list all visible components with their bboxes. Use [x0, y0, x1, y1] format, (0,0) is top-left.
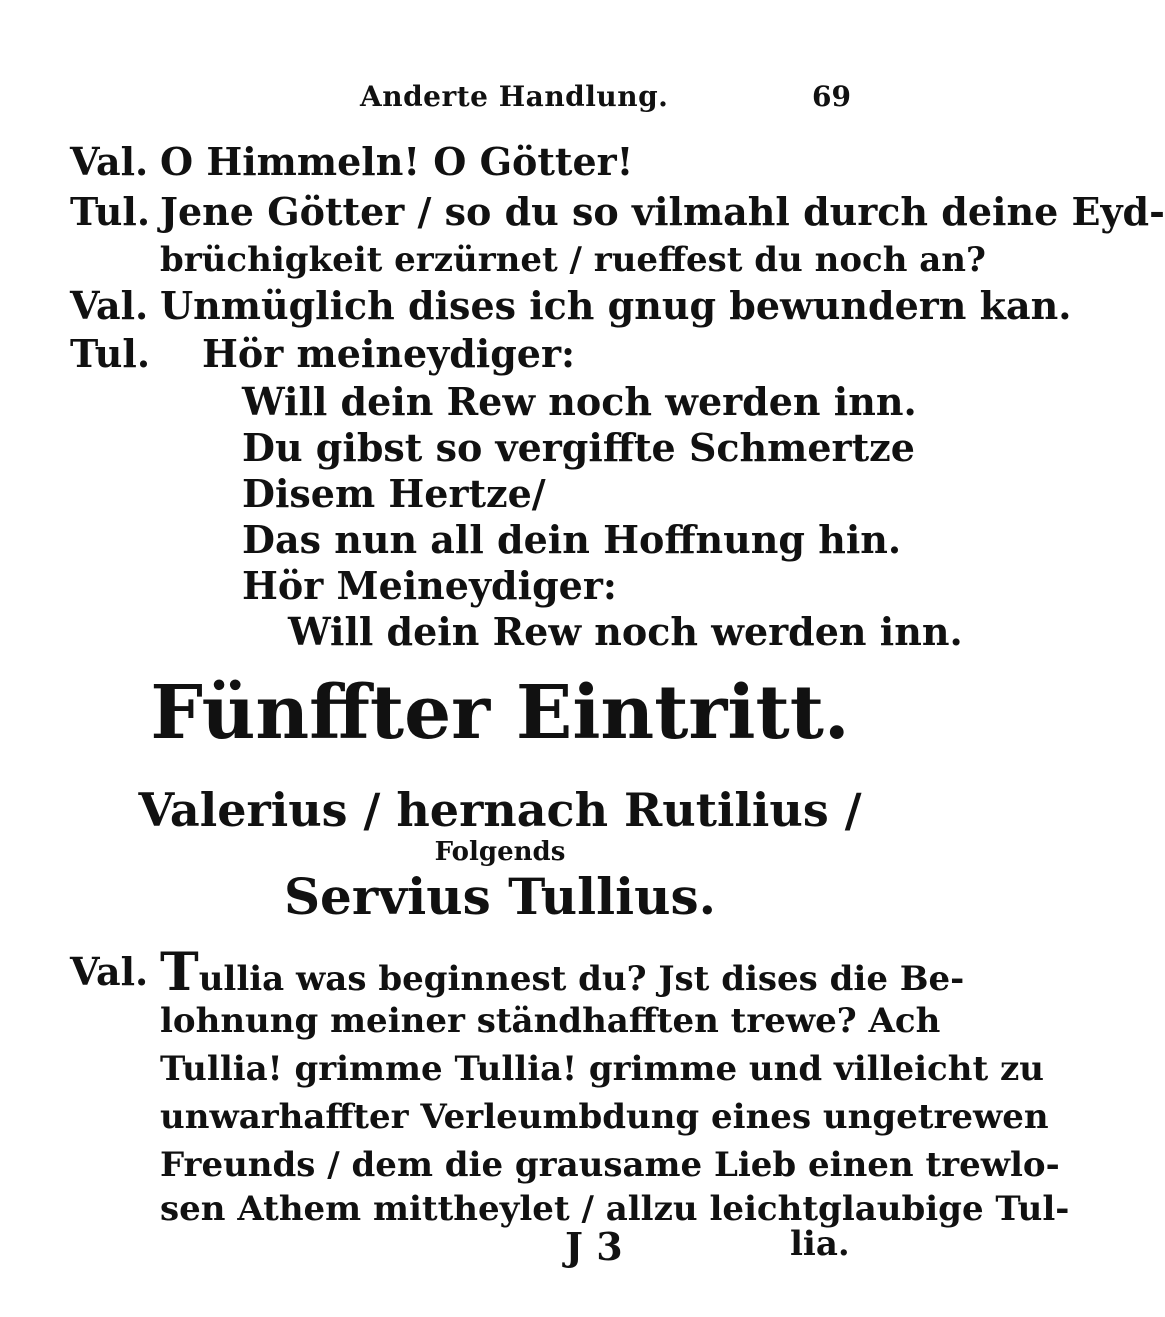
dialogue-line: Jene Götter / so du so vilmahl durch deine Eyd-	[160, 189, 1165, 234]
scene-title: Fünffter Eintritt.	[150, 670, 850, 756]
speech-line-text: ullia was beginnest du? Jst dises die Be-	[198, 959, 965, 999]
cast-list-line: Servius Tullius.	[283, 867, 717, 926]
speech-line: sen Athem mittheylet / allzu leichtglaubige Tul-	[160, 1189, 1070, 1229]
dialogue-line: Unmüglich dises ich gnug bewundern kan.	[160, 283, 1072, 328]
drop-cap: T	[160, 942, 199, 1003]
speech-line	[160, 942, 965, 1003]
verse-line: Will dein Rew noch werden inn.	[288, 609, 963, 654]
signature-mark: J 3	[565, 1224, 623, 1269]
verse-line: Das nun all dein Hoffnung hin.	[242, 517, 902, 562]
speech-line: lohnung meiner ständhafften trewe? Ach	[160, 1001, 941, 1041]
dialogue-continuation: brüchigkeit erzürnet / rueffest du noch an?	[160, 240, 986, 280]
running-head: Anderte Handlung.	[360, 80, 669, 113]
speaker-label: Val.	[70, 949, 149, 994]
page-number: 69	[812, 80, 851, 113]
verse-line: Hör Meineydiger:	[242, 563, 617, 608]
speech-line: Tullia! grimme Tullia! grimme und villeicht zu	[160, 1049, 1045, 1089]
speaker-label: Tul.	[70, 331, 151, 376]
speaker-label: Tul.	[70, 189, 151, 234]
verse-line: Du gibst so vergiffte Schmertze	[242, 425, 915, 470]
speech-line: unwarhaffter Verleumbdung eines ungetrewen	[160, 1097, 1049, 1137]
cast-list-line: Valerius / hernach Rutilius /	[138, 783, 862, 837]
catchword: lia.	[790, 1224, 850, 1264]
speech-line: Freunds / dem die grausame Lieb einen trewlo-	[160, 1145, 1060, 1185]
verse-line: Will dein Rew noch werden inn.	[242, 379, 917, 424]
dialogue-line: O Himmeln! O Götter!	[160, 139, 634, 184]
speaker-label: Val.	[70, 283, 149, 328]
dialogue-line: Hör meineydiger:	[202, 331, 576, 376]
verse-line: Disem Hertze/	[242, 471, 546, 516]
speaker-label: Val.	[70, 139, 149, 184]
cast-list-line: Folgends	[434, 837, 566, 867]
